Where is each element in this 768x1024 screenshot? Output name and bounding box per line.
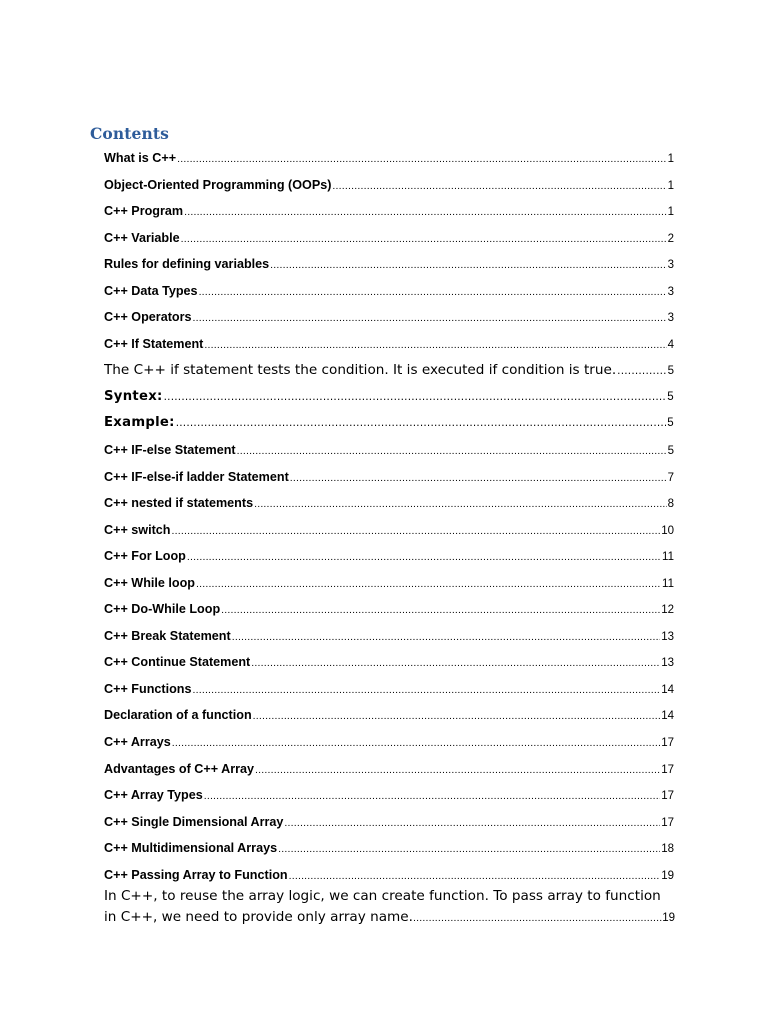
toc-entry-label: C++ Break Statement [104, 628, 231, 643]
table-of-contents [104, 145, 678, 888]
dot-leader [254, 491, 667, 517]
toc-entry[interactable] [104, 145, 678, 172]
toc-entry-label: C++ For Loop [104, 549, 186, 564]
dot-leader [176, 410, 667, 437]
toc-entry[interactable] [104, 172, 678, 199]
toc-entry[interactable] [104, 596, 678, 623]
toc-entry[interactable] [104, 782, 678, 809]
dot-leader [187, 544, 661, 570]
toc-entry[interactable] [104, 225, 678, 252]
dot-leader [196, 571, 661, 597]
dot-leader [237, 438, 667, 464]
toc-entry-page: 18 [661, 843, 674, 856]
toc-entry[interactable] [104, 517, 678, 544]
dot-leader [617, 358, 666, 384]
dot-leader [278, 836, 660, 862]
dot-leader [332, 173, 666, 199]
toc-entry-page: 11 [662, 577, 674, 590]
toc-entry[interactable] [104, 464, 678, 491]
toc-entry[interactable] [104, 437, 678, 464]
toc-entry-label-line2: in C++, we need to provide only array name. [104, 909, 413, 925]
toc-entry-page: 1 [667, 206, 674, 219]
toc-entry-label: What is C++ [104, 151, 177, 165]
toc-entry-page: 3 [667, 285, 674, 298]
toc-entry-label: Declaration of a function [104, 708, 252, 723]
toc-entry-page: 3 [667, 312, 674, 325]
toc-heading: Contents [90, 124, 169, 143]
toc-entry-page: 4 [667, 338, 674, 351]
toc-entry-label: C++ nested if statements [104, 496, 254, 511]
dot-leader [172, 730, 660, 756]
toc-entry-page: 12 [661, 604, 674, 617]
toc-entry-page: 13 [661, 657, 674, 670]
dot-leader [284, 810, 660, 836]
dot-leader [181, 226, 667, 252]
dot-leader [192, 677, 660, 703]
dot-leader [204, 783, 661, 809]
toc-entry[interactable] [104, 570, 678, 597]
toc-entry-page: 5 [667, 417, 674, 430]
dot-leader [290, 465, 667, 491]
toc-entry-label: C++ Operators [104, 310, 192, 325]
toc-entry-label: C++ Functions [104, 681, 192, 696]
dot-leader [164, 384, 667, 411]
toc-entry-page: 17 [661, 790, 674, 803]
toc-entry-label: C++ Variable [104, 230, 180, 245]
toc-entry[interactable] [104, 623, 678, 650]
toc-entry-label: Object-Oriented Programming (OOPs) [104, 177, 332, 192]
toc-entry[interactable] [104, 702, 678, 729]
toc-entry-label: C++ Arrays [104, 735, 171, 750]
toc-entry-label: C++ Passing Array to Function [104, 867, 288, 882]
toc-entry-page: 19 [662, 912, 675, 924]
dot-leader [204, 332, 666, 358]
toc-entry-label: C++ Program [104, 204, 184, 219]
toc-entry-page: 14 [661, 683, 674, 696]
toc-entry-label: C++ If Statement [104, 336, 204, 351]
toc-entry-label: Example: [104, 415, 175, 431]
toc-entry-label: Syntex: [104, 388, 163, 404]
dot-leader [255, 757, 660, 783]
toc-entry[interactable] [104, 543, 678, 570]
dot-leader [289, 863, 661, 889]
toc-entry-label: Rules for defining variables [104, 257, 270, 272]
toc-entry[interactable] [104, 490, 678, 517]
toc-entry[interactable] [104, 729, 678, 756]
toc-entry-page: 1 [667, 179, 674, 192]
toc-entry-label: C++ Array Types [104, 788, 203, 803]
dot-leader [253, 703, 661, 729]
toc-entry-page: 10 [661, 524, 674, 537]
toc-entry-page: 5 [667, 365, 674, 378]
toc-entry[interactable] [104, 357, 678, 384]
toc-entry-page: 5 [667, 445, 674, 458]
dot-leader [413, 908, 662, 929]
dot-leader [184, 199, 667, 225]
toc-entry-label: C++ Multidimensional Arrays [104, 841, 278, 856]
toc-entry-label: C++ switch [104, 522, 171, 537]
toc-entry-label: Advantages of C++ Array [104, 761, 255, 776]
toc-entry[interactable] [104, 756, 678, 783]
toc-entry-page: 19 [661, 869, 674, 882]
toc-entry-page: 14 [661, 710, 674, 723]
toc-entry-page: 17 [661, 763, 674, 776]
toc-entry-label: C++ IF-else-if ladder Statement [104, 469, 289, 484]
toc-entry-page: 1 [667, 153, 674, 165]
toc-entry[interactable] [104, 384, 678, 411]
toc-entry[interactable] [104, 198, 678, 225]
toc-entry-page: 2 [667, 232, 674, 245]
dot-leader [193, 305, 667, 331]
toc-entry[interactable] [104, 251, 678, 278]
toc-entry-page: 8 [667, 498, 674, 511]
toc-entry-page: 17 [661, 737, 674, 750]
dot-leader [172, 518, 661, 544]
dot-leader [221, 597, 660, 623]
toc-entry-label: C++ Data Types [104, 283, 198, 298]
toc-entry[interactable] [104, 331, 678, 358]
dot-leader [199, 279, 667, 305]
toc-entry-label-line1: In C++, to reuse the array logic, we can create function. To pass array to function [104, 888, 661, 904]
dot-leader [270, 252, 666, 278]
toc-entry-label: C++ IF-else Statement [104, 443, 236, 458]
toc-entry-label: C++ Single Dimensional Array [104, 814, 284, 829]
toc-entry-page: 3 [667, 259, 674, 272]
toc-entry[interactable] [104, 304, 678, 331]
toc-entry-multiline[interactable] [104, 886, 679, 929]
toc-entry-page: 17 [661, 816, 674, 829]
dot-leader [177, 146, 667, 172]
toc-entry-label: C++ While loop [104, 575, 195, 590]
toc-entry[interactable] [104, 835, 678, 862]
dot-leader [251, 650, 660, 676]
toc-entry-page: 5 [667, 390, 674, 403]
toc-entry[interactable] [104, 410, 678, 437]
toc-entry[interactable] [104, 278, 678, 305]
toc-entry-label: C++ Do-While Loop [104, 602, 221, 617]
toc-entry-label: The C++ if statement tests the condition. It is executed if condition is true. [104, 362, 617, 379]
toc-entry-page: 13 [661, 630, 674, 643]
toc-entry[interactable] [104, 809, 678, 836]
dot-leader [232, 624, 661, 650]
toc-entry[interactable] [104, 676, 678, 703]
toc-entry[interactable] [104, 649, 678, 676]
toc-entry-label: C++ Continue Statement [104, 655, 251, 670]
toc-entry[interactable] [104, 862, 678, 889]
toc-entry-page: 7 [667, 471, 674, 484]
toc-entry-page: 11 [662, 551, 674, 564]
